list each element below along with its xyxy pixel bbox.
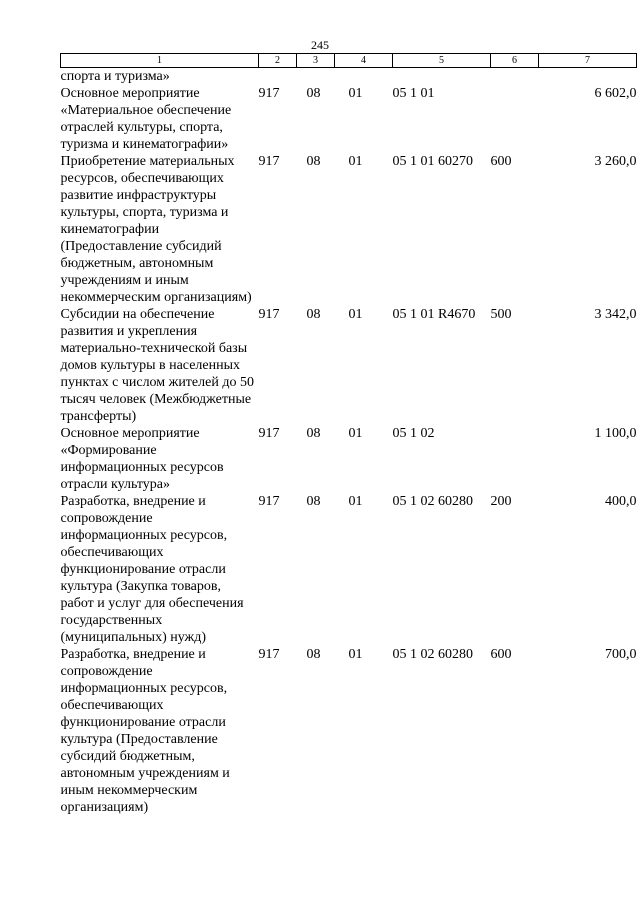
row-subsection: 01 (348, 86, 363, 101)
row-amount: 3 342,0 (594, 307, 637, 322)
row-subsection (335, 68, 393, 86)
page-number: 245 (311, 38, 329, 52)
header-col-6: 6 (491, 54, 539, 68)
row-target-code: 05 1 01 60270 (392, 154, 473, 169)
row-amount: 400,0 (605, 494, 637, 509)
row-name: Основное мероприятие «Материальное обеспечение отраслей культуры, спорта, туризма и кинематографии» (60, 86, 232, 152)
table-row (61, 85, 637, 153)
row-target-code: 05 1 01 (392, 86, 435, 101)
header-col-3: 3 (297, 54, 335, 68)
row-name: Субсидии на обеспечение развития и укрепления материально-технической базы домов культуры в населенных пунктах с числом жителей до 50 тысяч человек (Межбюджетные трансферты) (60, 307, 254, 424)
row-subsection: 01 (348, 426, 363, 441)
row-ministry (259, 68, 297, 86)
row-expense-type: 600 (490, 647, 512, 662)
row-expense-type: 500 (490, 307, 512, 322)
row-amount: 3 260,0 (594, 154, 637, 169)
table-row (61, 68, 637, 86)
header-col-1: 1 (61, 54, 259, 68)
row-target-code: 05 1 02 60280 (392, 647, 473, 662)
row-ministry: 917 (258, 154, 280, 169)
row-ministry: 917 (258, 494, 280, 509)
row-name: Основное мероприятие «Формирование информационных ресурсов отрасли культура» (60, 426, 224, 492)
header-col-5: 5 (393, 54, 491, 68)
table-row (61, 425, 637, 493)
row-section: 08 (306, 86, 321, 101)
table-row (61, 153, 637, 306)
row-target-code (393, 68, 491, 86)
row-expense-type (491, 68, 539, 86)
row-section: 08 (306, 307, 321, 322)
row-target-code: 05 1 01 R4670 (392, 307, 476, 322)
row-name: Разработка, внедрение и сопровождение информационных ресурсов, обеспечивающих функционирование отрасли культура (Предоставление субсидий бюджетным, автономным учреждениям и иным некоммерческим организациям) (60, 647, 230, 815)
row-amount: 700,0 (605, 647, 637, 662)
row-name: Разработка, внедрение и сопровождение информационных ресурсов, обеспечивающих функционирование отрасли культура (Закупка товаров, работ и услуг для обеспечения государственных (муниципальных) нужд) (60, 494, 244, 645)
table-row (61, 306, 637, 425)
row-ministry: 917 (258, 307, 280, 322)
row-ministry: 917 (258, 426, 280, 441)
row-section: 08 (306, 426, 321, 441)
table-row (61, 493, 637, 646)
row-expense-type (491, 425, 539, 493)
row-subsection: 01 (348, 647, 363, 662)
row-target-code: 05 1 02 60280 (392, 494, 473, 509)
row-expense-type (491, 85, 539, 153)
header-col-4: 4 (335, 54, 393, 68)
row-amount (539, 68, 637, 86)
table-header (61, 54, 637, 68)
row-target-code: 05 1 02 (392, 426, 435, 441)
budget-table (60, 53, 637, 816)
header-col-7: 7 (539, 54, 637, 68)
table-row (61, 646, 637, 816)
row-section: 08 (306, 154, 321, 169)
row-name: Приобретение материальных ресурсов, обеспечивающих развитие инфраструктуры культуры, спорта, туризма и кинематографии (Предоставление субсидий бюджетным, автономным учреждениям и иным некоммерческим организациям) (60, 154, 252, 305)
row-ministry: 917 (258, 86, 280, 101)
row-subsection: 01 (348, 494, 363, 509)
row-amount: 6 602,0 (594, 86, 637, 101)
row-section (297, 68, 335, 86)
row-expense-type: 200 (490, 494, 512, 509)
header-row (61, 54, 637, 68)
row-name: спорта и туризма» (60, 69, 170, 84)
row-expense-type: 600 (490, 154, 512, 169)
row-amount: 1 100,0 (594, 426, 637, 441)
header-col-2: 2 (259, 54, 297, 68)
row-ministry: 917 (258, 647, 280, 662)
row-subsection: 01 (348, 154, 363, 169)
row-section: 08 (306, 494, 321, 509)
table-body (61, 68, 637, 817)
row-subsection: 01 (348, 307, 363, 322)
row-section: 08 (306, 647, 321, 662)
